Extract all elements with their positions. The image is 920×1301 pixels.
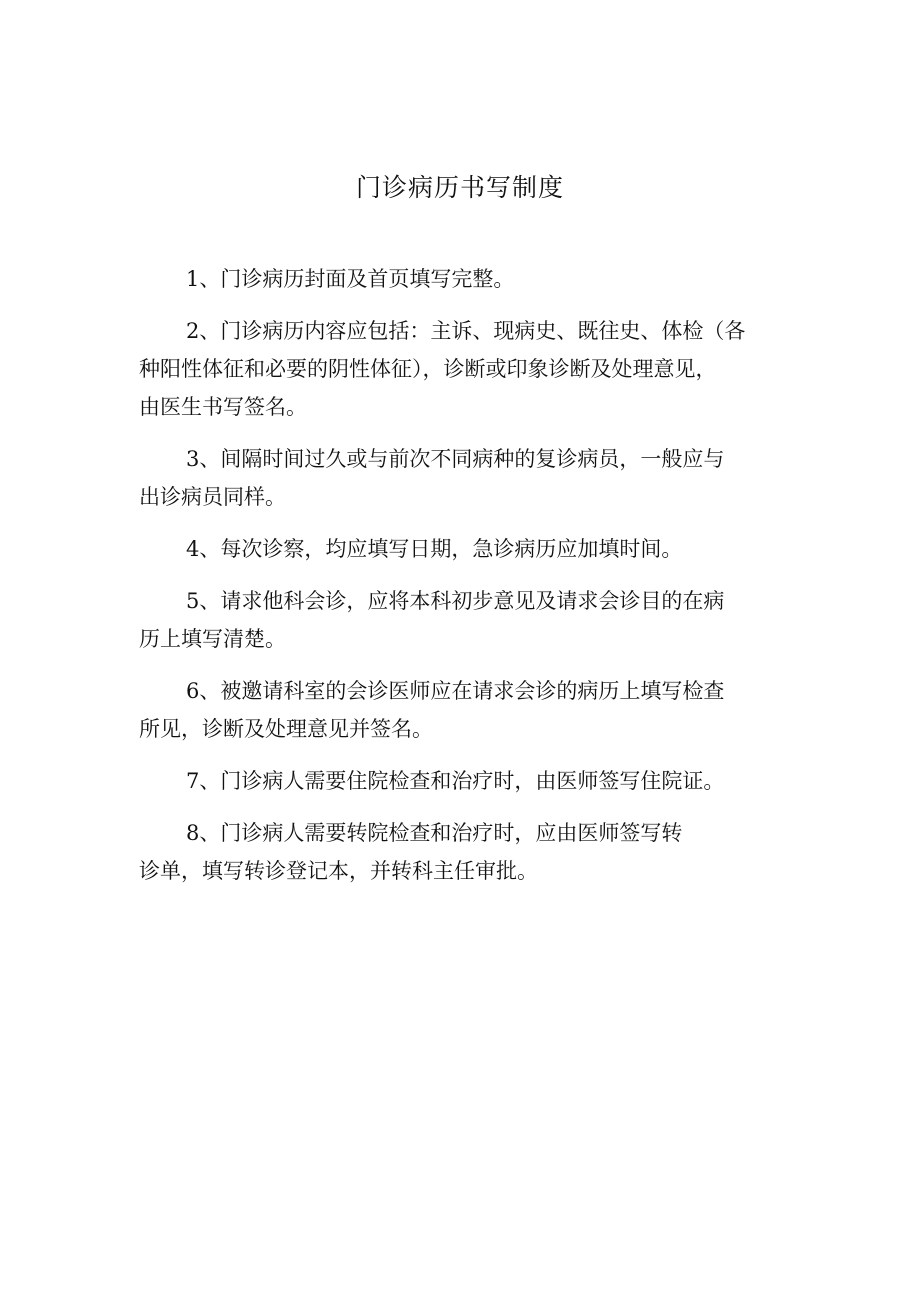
clause-line: 7、门诊病人需要住院检查和治疗时，由医师签写住院证。 — [186, 769, 725, 793]
clause-line: 由医生书写签名。 — [139, 395, 307, 419]
clause-line: 1、门诊病历封面及首页填写完整。 — [186, 267, 515, 291]
clause-line: 所见，诊断及处理意见并签名。 — [139, 717, 433, 741]
clause-3 — [139, 440, 787, 516]
clause-line: 2、门诊病历内容应包括：主诉、现病史、既往史、体检（各 — [186, 319, 746, 343]
clause-line: 8、门诊病人需要转院检查和治疗时，应由医师签写转 — [186, 821, 683, 845]
clause-line: 出诊病员同样。 — [139, 485, 286, 509]
clause-line: 3、间隔时间过久或与前次不同病种的复诊病员，一般应与 — [186, 447, 725, 471]
clause-line: 4、每次诊察，均应填写日期，急诊病历应加填时间。 — [186, 537, 683, 561]
clause-4 — [139, 530, 787, 568]
clause-line: 诊单，填写转诊登记本，并转科主任审批。 — [139, 859, 538, 883]
clause-2 — [139, 312, 787, 426]
clause-1 — [139, 260, 787, 298]
clause-line: 5、请求他科会诊，应将本科初步意见及请求会诊目的在病 — [186, 589, 725, 613]
clause-line: 种阳性体征和必要的阴性体征），诊断或印象诊断及处理意见， — [139, 357, 717, 381]
clause-7 — [139, 762, 787, 800]
document-title: 门诊病历书写制度 — [355, 173, 564, 202]
clause-5 — [139, 582, 787, 658]
clause-line: 历上填写清楚。 — [139, 627, 286, 651]
clause-6 — [139, 672, 787, 748]
clause-line: 6、被邀请科室的会诊医师应在请求会诊的病历上填写检查 — [186, 679, 725, 703]
clause-8 — [139, 814, 787, 890]
document-body — [139, 260, 787, 904]
